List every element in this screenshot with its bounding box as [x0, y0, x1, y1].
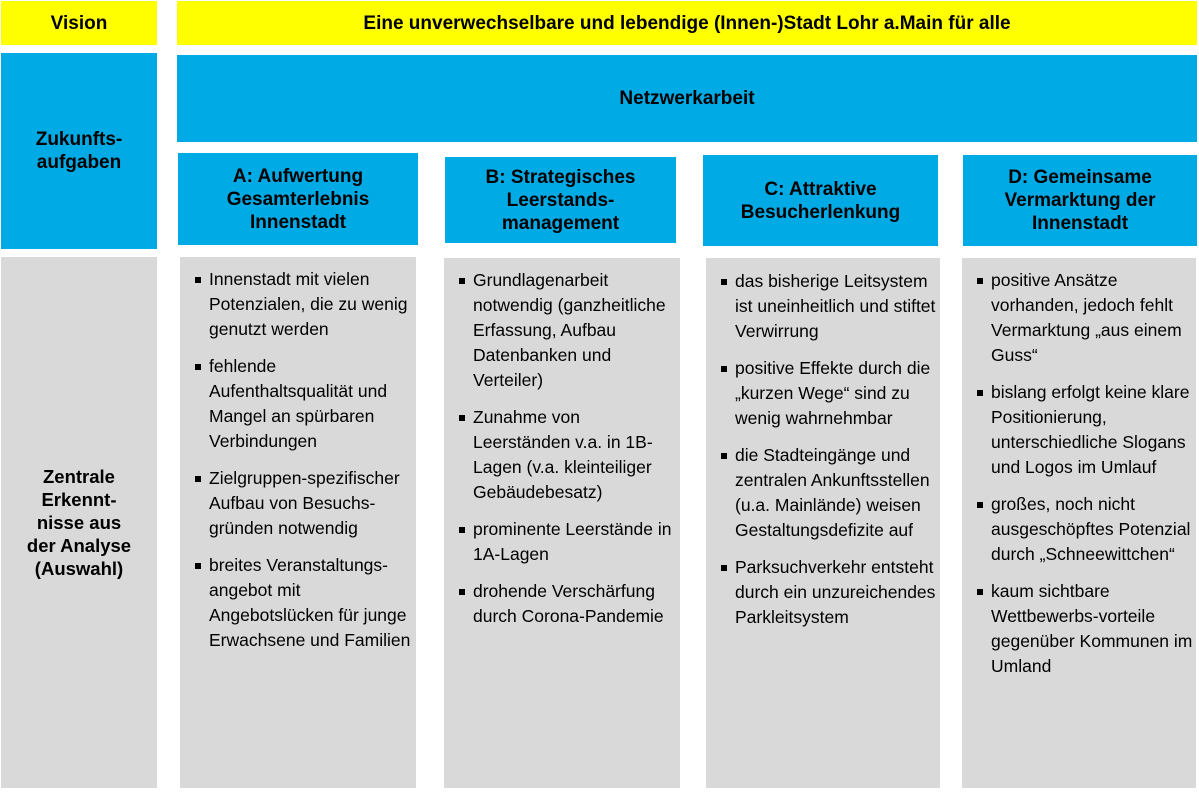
column-b-title: B: Strategisches Leerstands- management [485, 166, 636, 234]
list-item: breites Veranstaltungs-angebot mit Angebotslücken für junge Erwachsene und Familien [180, 553, 416, 653]
netzwerkarbeit-banner [177, 55, 1197, 142]
column-d-title: D: Gemeinsame Vermarktung der Innenstadt [1004, 167, 1156, 234]
list-item: Zunahme von Leerständen v.a. in 1B-Lagen (v.a. kleinteiliger Gebäudebesatz) [444, 405, 680, 505]
column-d-findings [962, 258, 1196, 788]
list-item: die Stadteingänge und zentralen Ankunftsstellen (u.a. Mainlände) weisen Gestaltungsdefizite auf [706, 443, 940, 543]
column-c-findings [706, 258, 940, 788]
column-d-list [962, 268, 1196, 679]
column-b-list [444, 268, 680, 629]
list-item: das bisherige Leitsystem ist uneinheitlich und stiftet Verwirrung [706, 269, 940, 344]
column-a-header [178, 153, 418, 245]
list-item: Parksuchverkehr entsteht durch ein unzureichendes Parkleitsystem [706, 555, 940, 630]
row-label-zukunftsaufgaben [1, 53, 157, 249]
column-a-list [180, 267, 416, 653]
vision-text: Eine unverwechselbare und lebendige (Innen-)Stadt Lohr a.Main für alle [363, 12, 1011, 34]
row-label-zentrale-erkenntnisse-text: Zentrale Erkennt- nisse aus der Analyse (Auswahl) [26, 466, 132, 579]
row-label-vision-text: Vision [50, 12, 108, 34]
vision-banner [177, 1, 1197, 45]
list-item: Innenstadt mit vielen Potenzialen, die zu wenig genutzt werden [180, 267, 416, 342]
list-item: großes, noch nicht ausgeschöpftes Potenzial durch „Schneewittchen“ [962, 492, 1196, 567]
list-item: Zielgruppen-spezifischer Aufbau von Besuchs-gründen notwendig [180, 466, 416, 541]
column-a-title: A: Aufwertung Gesamterlebnis Innenstadt [226, 165, 370, 233]
column-d-header [963, 155, 1197, 246]
list-item: bislang erfolgt keine klare Positionierung, unterschiedliche Slogans und Logos im Umlauf [962, 380, 1196, 480]
list-item: positive Ansätze vorhanden, jedoch fehlt Vermarktung „aus einem Guss“ [962, 268, 1196, 368]
column-b-findings [444, 258, 680, 788]
list-item: Grundlagenarbeit notwendig (ganzheitliche Erfassung, Aufbau Datenbanken und Verteiler) [444, 268, 680, 393]
row-label-zukunftsaufgaben-text: Zukunfts- aufgaben [35, 129, 123, 173]
list-item: positive Effekte durch die „kurzen Wege“ sind zu wenig wahrnehmbar [706, 356, 940, 431]
row-label-zentrale-erkenntnisse [1, 257, 157, 788]
column-b-header [445, 157, 676, 243]
column-c-header [703, 155, 938, 246]
list-item: drohende Verschärfung durch Corona-Pandemie [444, 579, 680, 629]
column-c-list [706, 269, 940, 630]
list-item: kaum sichtbare Wettbewerbs-vorteile gegenüber Kommunen im Umland [962, 579, 1196, 679]
list-item: fehlende Aufenthaltsqualität und Mangel an spürbaren Verbindungen [180, 354, 416, 454]
column-c-title: C: Attraktive Besucherlenkung [740, 178, 901, 223]
list-item: prominente Leerstände in 1A-Lagen [444, 517, 680, 567]
column-a-findings [180, 257, 416, 788]
row-label-vision [1, 1, 157, 45]
netzwerkarbeit-text: Netzwerkarbeit [619, 88, 755, 109]
